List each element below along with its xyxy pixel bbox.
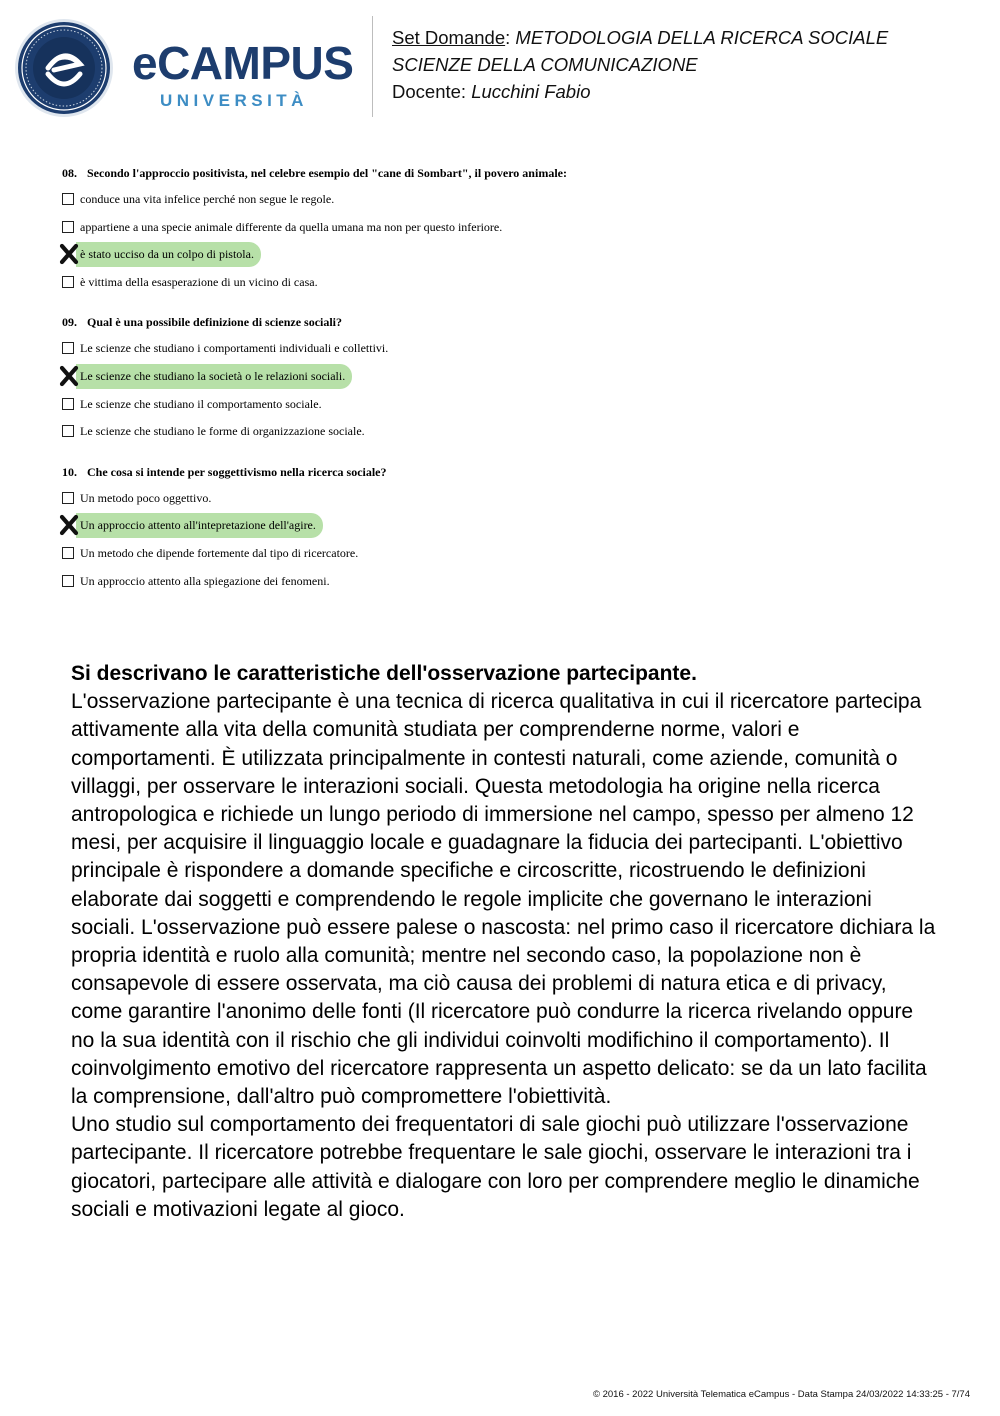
option-text: Le scienze che studiano le forme di organizzazione sociale. <box>80 424 365 439</box>
option-checkbox[interactable] <box>62 221 74 233</box>
course-teacher <box>392 78 888 105</box>
option-text: appartiene a una specie animale differente da quella umana ma non per questo inferiore. <box>80 219 503 234</box>
option-text: Le scienze che studiano i comportamenti individuali e collettivi. <box>80 341 389 356</box>
course-line-2 <box>392 51 888 78</box>
course-line-1 <box>392 24 888 51</box>
question-text: Secondo l'approccio positivista, nel celebre esempio del "cane di Sombart", il povero animale: <box>87 166 567 180</box>
question-title <box>62 160 942 186</box>
option-text: è stato ucciso da un colpo di pistola. <box>76 242 261 267</box>
option-text: Un approccio attento all'intepretazione dell'agire. <box>76 513 323 538</box>
course-title: METODOLOGIA DELLA RICERCA SOCIALE <box>515 27 889 48</box>
option-item[interactable] <box>62 269 942 297</box>
teacher-label: Docente: <box>392 81 472 102</box>
question-title <box>62 459 942 485</box>
brand-subtitle: UNIVERSITÀ <box>160 91 308 110</box>
answer-question-title: Si descrivano le caratteristiche dell'osservazione partecipante. <box>71 662 697 685</box>
question-list <box>62 160 942 608</box>
question-text: Che cosa si intende per soggettivismo nella ricerca sociale? <box>87 464 387 479</box>
answer-paragraph-2: Uno studio sul comportamento dei frequentatori di sale giochi può utilizzare l'osservazione partecipante. Il ricercatore potrebbe frequentare le sale giochi, osservare le interazioni tra i giocatori, partecipare alle attività e dialogare con loro per comprendere meglio le dinamiche sociali e motivazioni legate al gioco. <box>71 1113 920 1221</box>
question-08 <box>62 160 942 296</box>
question-09 <box>62 309 942 445</box>
option-text: è vittima della esasperazione di un vicino di casa. <box>80 274 318 289</box>
course-subtitle: SCIENZE DELLA COMUNICAZIONE <box>392 54 698 75</box>
option-item[interactable] <box>62 186 942 214</box>
question-10 <box>62 459 942 595</box>
option-item[interactable] <box>62 540 942 568</box>
option-item[interactable] <box>62 485 942 513</box>
answer-paragraph-1: L'osservazione partecipante è una tecnica di ricerca qualitativa in cui il ricercatore partecipa attivamente alla vita della comunità studiata per comprenderne norme, valori e comportamenti. È utilizzata principalmente in contesti naturali, come aziende, comunità o villaggi, per osservare le interazioni sociali. Questa metodologia ha origine nella ricerca antropologica e richiede un lungo periodo di immersione nel campo, spesso per almeno 12 mesi, per acquisire il linguaggio locale e guadagnare la fiducia dei partecipanti. L'obiettivo principale è rispondere a domande specifiche e circoscritte, ricostruendo le definizioni elaborate dai soggetti e comprendendo le regole implicite che governano le interazioni sociali. L'osservazione può essere palese o nascosta: nel primo caso il ricercatore dichiara la propria identità e ruolo alla comunità; mentre nel secondo caso, la popolazione non è consapevole di essere osservata, ma ciò causa dei problemi di natura etica e di privacy, come garantire l'anonimo delle fonti (Il ricercatore può condurre la ricerca rivelando oppure no la sua identità con il rischio che gli individui coinvolti modifichino il comportamento). Il coinvolgimento emotivo del ricercatore rappresenta un aspetto delicato: se da un lato facilita la comprensione, dall'altro può compromettere l'obiettività. <box>71 690 936 1109</box>
option-text: Le scienze che studiano la società o le relazioni sociali. <box>76 364 352 389</box>
option-item-selected[interactable] <box>62 512 942 540</box>
option-checkbox[interactable] <box>62 547 74 559</box>
page-footer: © 2016 - 2022 Università Telematica eCampus - Data Stampa 24/03/2022 14:33:25 - 7/74 <box>592 1389 970 1400</box>
set-separator: : <box>505 27 516 48</box>
option-checkbox[interactable] <box>62 575 74 587</box>
option-checkbox[interactable] <box>62 398 74 410</box>
question-number: 08. <box>62 166 77 180</box>
cross-mark-icon <box>59 514 79 536</box>
option-text: Le scienze che studiano il comportamento sociale. <box>80 396 322 411</box>
set-label: Set Domande <box>392 27 506 48</box>
option-item[interactable] <box>62 391 942 419</box>
option-item-selected[interactable] <box>62 363 942 391</box>
teacher-name: Lucchini Fabio <box>471 81 591 102</box>
header-divider <box>372 16 373 117</box>
option-checkbox[interactable] <box>62 492 74 504</box>
question-number: 09. <box>62 315 77 330</box>
option-item[interactable] <box>62 418 942 446</box>
option-item[interactable] <box>62 335 942 363</box>
option-text: Un metodo che dipende fortemente dal tipo di ricercatore. <box>80 545 359 560</box>
option-checkbox[interactable] <box>62 276 74 288</box>
question-text: Qual è una possibile definizione di scienze sociali? <box>87 315 343 330</box>
option-text: Un metodo poco oggettivo. <box>80 490 212 505</box>
question-number: 10. <box>62 464 77 479</box>
option-item[interactable] <box>62 568 942 596</box>
option-checkbox[interactable] <box>62 425 74 437</box>
logo-seal-icon <box>14 18 114 118</box>
cross-mark-icon <box>59 243 79 265</box>
option-checkbox[interactable] <box>62 193 74 205</box>
brand-name: eCAMPUS <box>132 37 354 89</box>
option-item[interactable] <box>62 214 942 242</box>
option-checkbox[interactable] <box>62 342 74 354</box>
cross-mark-icon <box>59 365 79 387</box>
course-info <box>392 24 888 105</box>
option-text: Un approccio attento alla spiegazione dei fenomeni. <box>80 573 330 588</box>
open-answer <box>71 660 941 1224</box>
question-title <box>62 309 942 335</box>
option-text: conduce una vita infelice perché non segue le regole. <box>80 192 335 206</box>
option-item-selected[interactable] <box>62 241 942 269</box>
